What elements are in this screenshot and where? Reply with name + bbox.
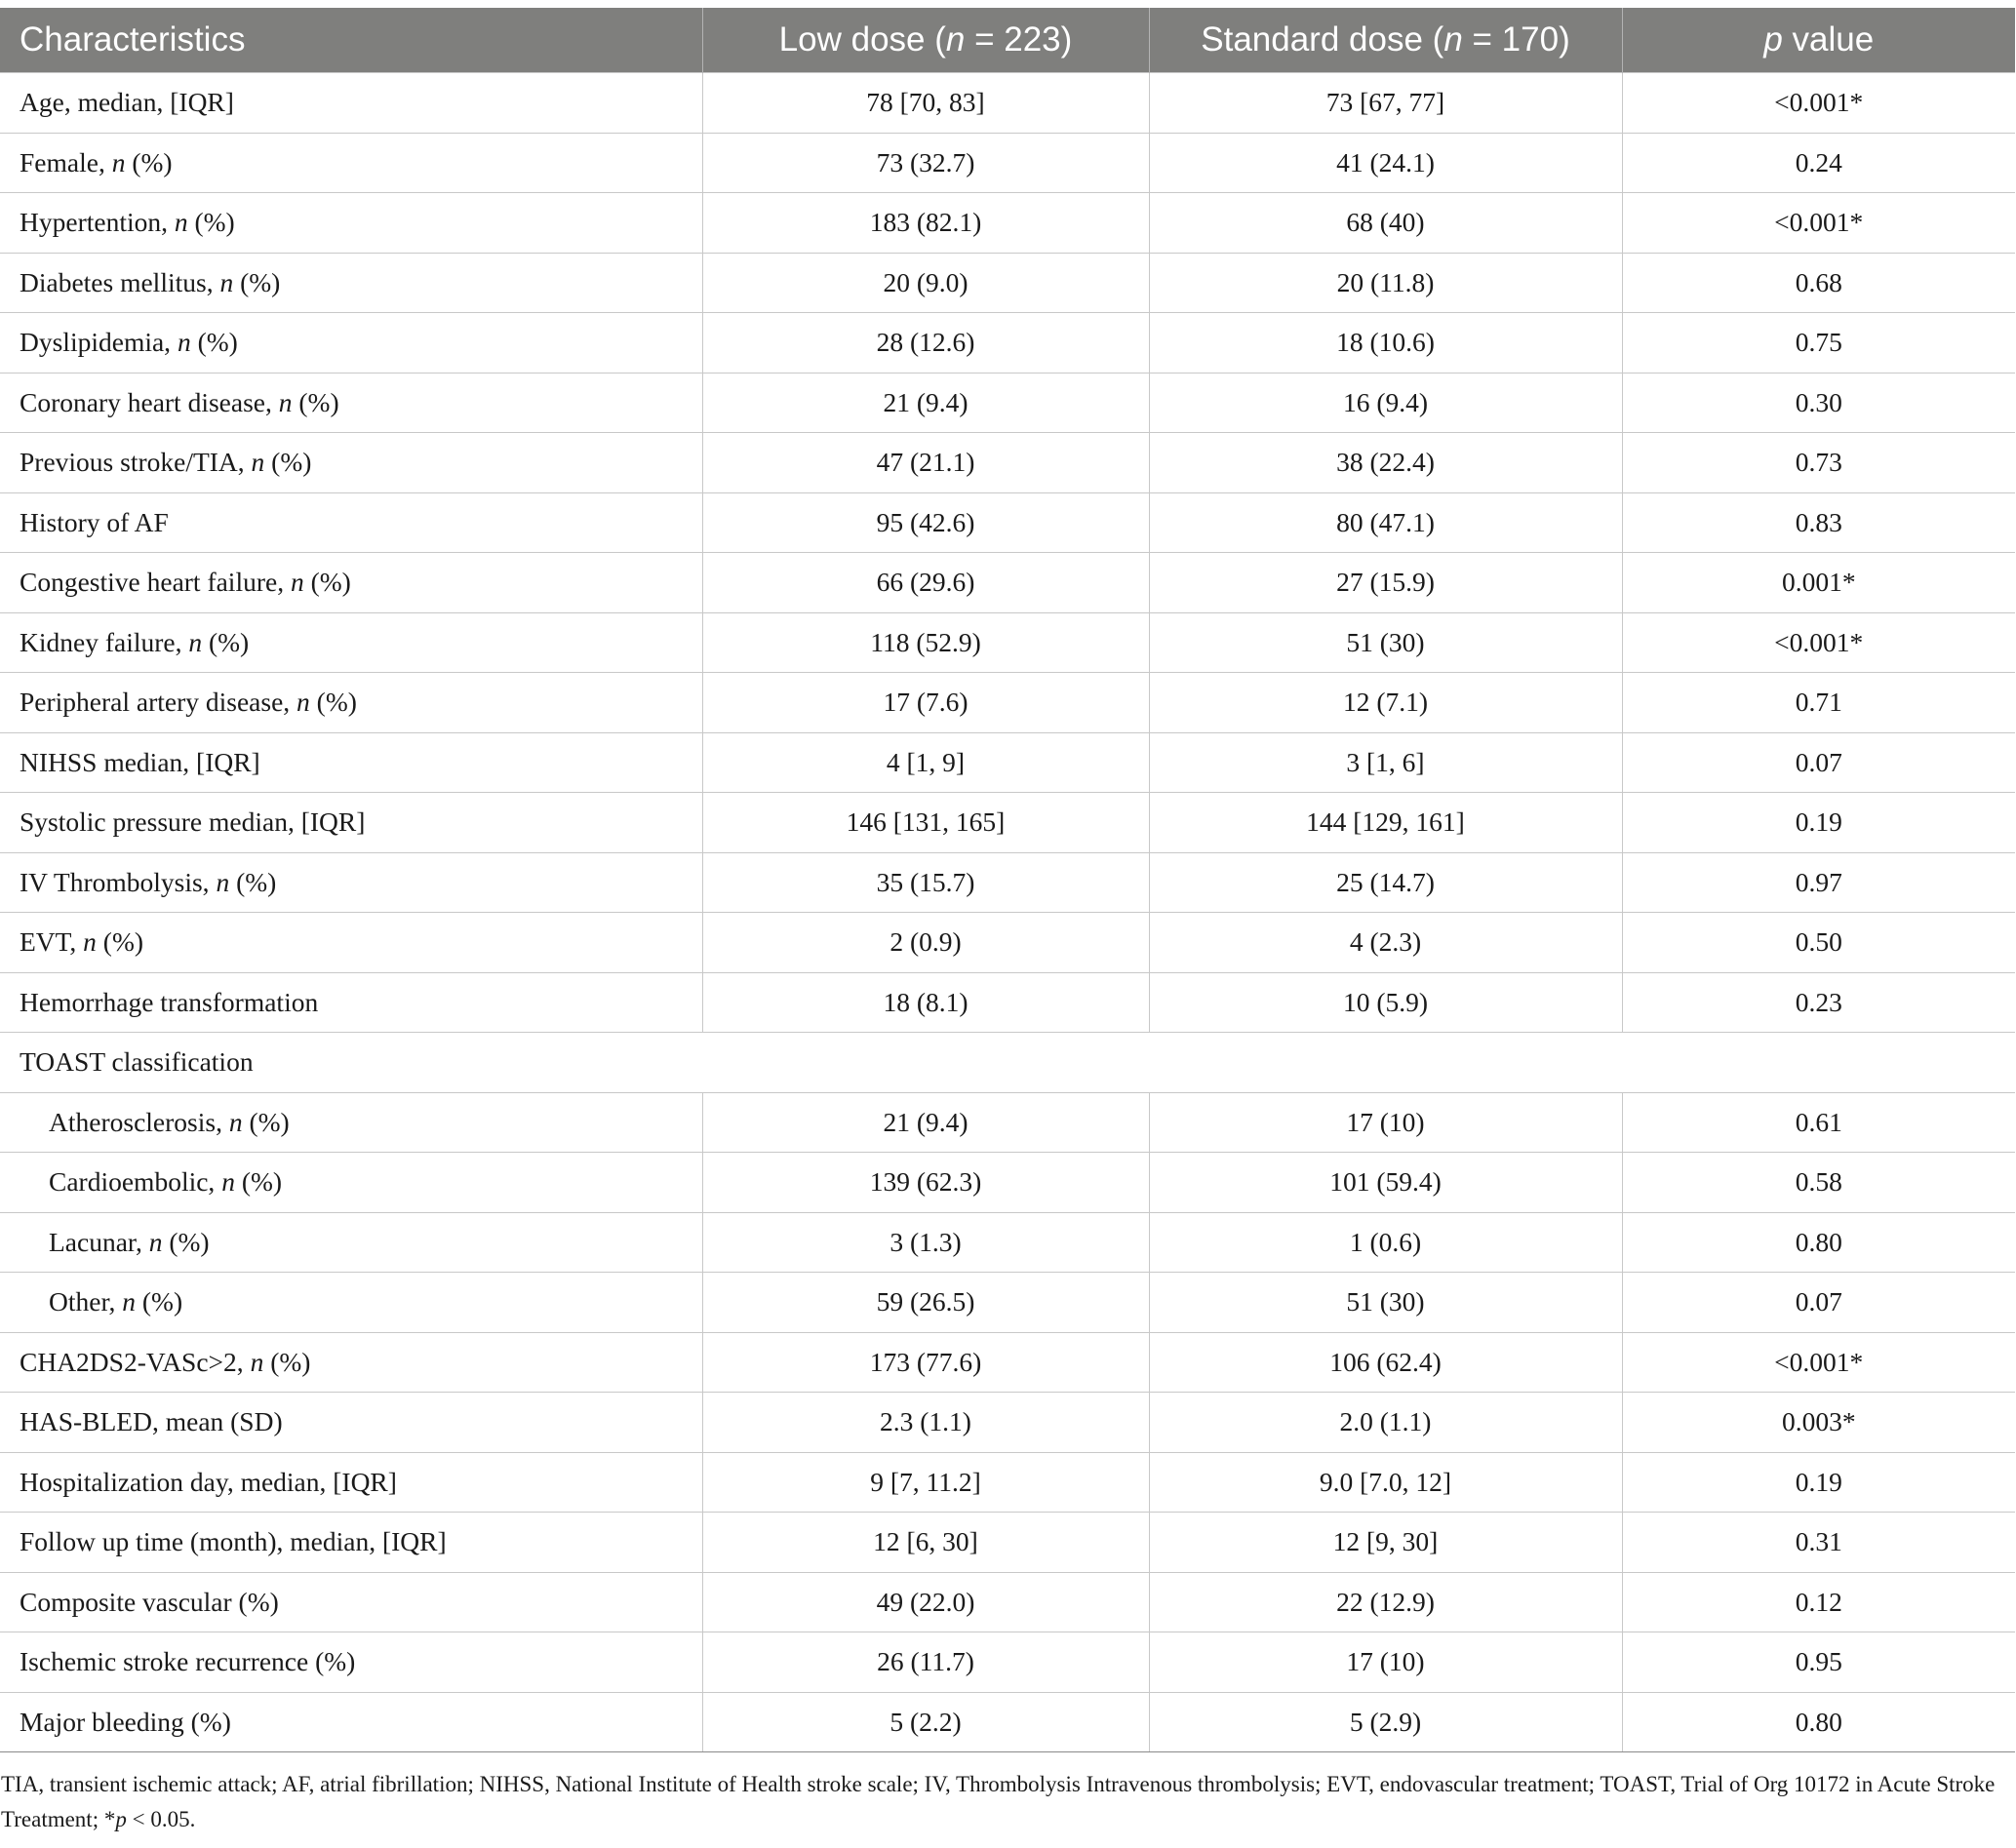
row-label <box>0 732 702 793</box>
row-label-text: Follow up time (month), median, [IQR] <box>20 1526 447 1557</box>
row-label-italic: n <box>83 926 97 958</box>
row-label <box>0 492 702 553</box>
row-label-italic: n <box>216 866 230 897</box>
row-label-text: Dyslipidemia, <box>20 327 178 358</box>
standard-dose-cell: 80 (47.1) <box>1149 492 1622 553</box>
table-body <box>0 73 2015 1752</box>
row-label-text: CHA2DS2-VASc>2, <box>20 1346 251 1377</box>
row-label <box>0 793 702 853</box>
table-row <box>0 1692 2015 1752</box>
low-dose-cell: 26 (11.7) <box>702 1632 1149 1693</box>
p-value-cell: 0.95 <box>1622 1632 2015 1693</box>
row-label-suffix: (%) <box>263 1346 311 1377</box>
low-dose-cell: 73 (32.7) <box>702 133 1149 193</box>
standard-dose-cell: 9.0 [7.0, 12] <box>1149 1452 1622 1513</box>
standard-dose-cell: 4 (2.3) <box>1149 913 1622 973</box>
row-label <box>0 1332 702 1393</box>
row-label-italic: n <box>250 1346 264 1377</box>
row-label <box>0 253 702 313</box>
p-value-cell: 0.31 <box>1622 1513 2015 1573</box>
p-value-cell: 0.24 <box>1622 133 2015 193</box>
p-value-cell: 0.19 <box>1622 793 2015 853</box>
row-label <box>0 553 702 613</box>
row-label <box>0 1452 702 1513</box>
standard-dose-cell: 144 [129, 161] <box>1149 793 1622 853</box>
header-characteristics: Characteristics <box>0 8 702 73</box>
row-label <box>0 1393 702 1453</box>
standard-dose-cell: 22 (12.9) <box>1149 1572 1622 1632</box>
row-label-suffix: (%) <box>242 1106 290 1137</box>
row-label-text: EVT, <box>20 926 84 958</box>
standard-dose-cell: 38 (22.4) <box>1149 433 1622 493</box>
table-row <box>0 1572 2015 1632</box>
standard-dose-cell: 25 (14.7) <box>1149 852 1622 913</box>
table-row <box>0 732 2015 793</box>
row-label-text: Coronary heart disease, <box>20 386 279 417</box>
row-label-suffix: (%) <box>202 626 250 657</box>
table-row <box>0 1212 2015 1273</box>
p-value-cell: 0.23 <box>1622 972 2015 1033</box>
row-label <box>0 972 702 1033</box>
row-label-suffix: (%) <box>309 687 357 718</box>
row-label-text: Atherosclerosis, <box>49 1106 229 1137</box>
low-dose-cell: 21 (9.4) <box>702 1092 1149 1153</box>
row-label-text: Major bleeding (%) <box>20 1706 231 1737</box>
header-row <box>0 8 2015 73</box>
table-row <box>0 1393 2015 1453</box>
low-dose-cell: 20 (9.0) <box>702 253 1149 313</box>
table-row <box>0 253 2015 313</box>
row-label-suffix: (%) <box>190 327 238 358</box>
p-value-cell: 0.75 <box>1622 313 2015 374</box>
low-dose-cell: 66 (29.6) <box>702 553 1149 613</box>
standard-dose-cell: 51 (30) <box>1149 1273 1622 1333</box>
table-row <box>0 673 2015 733</box>
row-label <box>0 612 702 673</box>
standard-dose-cell: 12 [9, 30] <box>1149 1513 1622 1573</box>
row-label <box>0 1273 702 1333</box>
p-value-cell: <0.001* <box>1622 1332 2015 1393</box>
low-dose-cell: 95 (42.6) <box>702 492 1149 553</box>
row-label-text: Lacunar, <box>49 1226 149 1257</box>
header-standard-dose: Standard dose (n = 170) <box>1149 8 1622 73</box>
low-dose-cell: 78 [70, 83] <box>702 73 1149 134</box>
standard-dose-cell: 73 [67, 77] <box>1149 73 1622 134</box>
header-p-value: p value <box>1622 8 2015 73</box>
row-label <box>0 913 702 973</box>
table-row <box>0 852 2015 913</box>
table-row <box>0 492 2015 553</box>
low-dose-cell: 3 (1.3) <box>702 1212 1149 1273</box>
standard-dose-cell: 17 (10) <box>1149 1092 1622 1153</box>
row-label-text: Peripheral artery disease, <box>20 687 297 718</box>
low-dose-cell: 18 (8.1) <box>702 972 1149 1033</box>
low-dose-cell: 183 (82.1) <box>702 193 1149 254</box>
table-row <box>0 133 2015 193</box>
standard-dose-cell: 3 [1, 6] <box>1149 732 1622 793</box>
row-label-text: IV Thrombolysis, <box>20 866 217 897</box>
table-row <box>0 373 2015 433</box>
low-dose-cell: 5 (2.2) <box>702 1692 1149 1752</box>
table-row <box>0 1632 2015 1693</box>
row-label <box>0 673 702 733</box>
p-value-cell: 0.61 <box>1622 1092 2015 1153</box>
standard-dose-cell: 1 (0.6) <box>1149 1212 1622 1273</box>
row-label-italic: n <box>290 567 304 598</box>
row-label-text: Previous stroke/TIA, <box>20 447 252 478</box>
low-dose-cell: 118 (52.9) <box>702 612 1149 673</box>
table-row <box>0 553 2015 613</box>
row-label-text: Diabetes mellitus, <box>20 266 220 297</box>
table-row <box>0 313 2015 374</box>
table-row <box>0 193 2015 254</box>
low-dose-cell: 2 (0.9) <box>702 913 1149 973</box>
row-label-suffix: (%) <box>162 1226 210 1257</box>
low-dose-cell: 47 (21.1) <box>702 433 1149 493</box>
row-label-italic: n <box>228 1106 243 1137</box>
row-label <box>0 1572 702 1632</box>
table-row <box>0 73 2015 134</box>
row-label <box>0 373 702 433</box>
low-dose-cell: 173 (77.6) <box>702 1332 1149 1393</box>
standard-dose-cell: 20 (11.8) <box>1149 253 1622 313</box>
row-label-suffix: (%) <box>96 926 144 958</box>
standard-dose-cell: 12 (7.1) <box>1149 673 1622 733</box>
standard-dose-cell: 5 (2.9) <box>1149 1692 1622 1752</box>
table-row <box>0 1332 2015 1393</box>
row-label-text: Other, <box>49 1286 123 1317</box>
standard-dose-cell: 106 (62.4) <box>1149 1332 1622 1393</box>
low-dose-cell: 17 (7.6) <box>702 673 1149 733</box>
p-value-cell: 0.80 <box>1622 1212 2015 1273</box>
p-value-cell: 0.003* <box>1622 1393 2015 1453</box>
p-value-cell: 0.97 <box>1622 852 2015 913</box>
row-label-suffix: (%) <box>234 1166 283 1198</box>
table-row <box>0 1153 2015 1213</box>
row-label-suffix: (%) <box>292 386 339 417</box>
table-container <box>0 8 2016 1752</box>
row-label-italic: n <box>174 207 188 238</box>
standard-dose-cell: 17 (10) <box>1149 1632 1622 1693</box>
table-row <box>0 972 2015 1033</box>
table-row <box>0 793 2015 853</box>
p-value-cell: 0.83 <box>1622 492 2015 553</box>
p-value-cell: 0.71 <box>1622 673 2015 733</box>
low-dose-cell: 9 [7, 11.2] <box>702 1452 1149 1513</box>
row-label <box>0 193 702 254</box>
row-label-text: Hypertention, <box>20 207 175 238</box>
row-label-italic: n <box>148 1226 163 1257</box>
row-label <box>0 133 702 193</box>
p-value-cell: 0.001* <box>1622 553 2015 613</box>
row-label <box>0 1632 702 1693</box>
standard-dose-cell: 2.0 (1.1) <box>1149 1393 1622 1453</box>
p-value-cell: <0.001* <box>1622 193 2015 254</box>
p-value-cell: 0.07 <box>1622 1273 2015 1333</box>
row-label-text: Age, median, [IQR] <box>20 87 234 118</box>
row-label-text: Cardioembolic, <box>49 1166 222 1198</box>
row-label <box>0 73 702 134</box>
p-value-cell: 0.12 <box>1622 1572 2015 1632</box>
row-label-italic: n <box>221 1166 235 1198</box>
row-label <box>0 1212 702 1273</box>
row-label-text: Composite vascular (%) <box>20 1586 279 1617</box>
row-label-italic: n <box>296 687 310 718</box>
low-dose-cell: 49 (22.0) <box>702 1572 1149 1632</box>
low-dose-cell: 4 [1, 9] <box>702 732 1149 793</box>
standard-dose-cell: 68 (40) <box>1149 193 1622 254</box>
row-label <box>0 852 702 913</box>
row-label-text: Hospitalization day, median, [IQR] <box>20 1466 397 1497</box>
row-label-text: Ischemic stroke recurrence (%) <box>20 1646 356 1677</box>
row-label-suffix: (%) <box>264 447 312 478</box>
standard-dose-cell: 101 (59.4) <box>1149 1153 1622 1213</box>
row-label <box>0 1513 702 1573</box>
table-header <box>0 8 2015 73</box>
row-label-suffix: (%) <box>136 1286 183 1317</box>
header-low-dose: Low dose (n = 223) <box>702 8 1149 73</box>
row-label-text: Systolic pressure median, [IQR] <box>20 806 366 838</box>
row-label-suffix: (%) <box>233 266 281 297</box>
p-value-cell: <0.001* <box>1622 612 2015 673</box>
p-value-cell: 0.68 <box>1622 253 2015 313</box>
standard-dose-cell: 16 (9.4) <box>1149 373 1622 433</box>
row-label-italic: n <box>111 146 126 177</box>
row-label-suffix: (%) <box>125 146 173 177</box>
standard-dose-cell: 27 (15.9) <box>1149 553 1622 613</box>
low-dose-cell: 12 [6, 30] <box>702 1513 1149 1573</box>
p-value-cell: 0.73 <box>1622 433 2015 493</box>
row-label-italic: n <box>177 327 191 358</box>
group-row <box>0 1033 2015 1093</box>
row-label-text: Congestive heart failure, <box>20 567 291 598</box>
row-label-italic: n <box>122 1286 137 1317</box>
standard-dose-cell: 41 (24.1) <box>1149 133 1622 193</box>
p-value-cell: 0.07 <box>1622 732 2015 793</box>
row-label-text: History of AF <box>20 506 169 537</box>
p-value-cell: 0.19 <box>1622 1452 2015 1513</box>
table-row <box>0 913 2015 973</box>
low-dose-cell: 35 (15.7) <box>702 852 1149 913</box>
table-row <box>0 612 2015 673</box>
row-label <box>0 313 702 374</box>
row-label-text: Female, <box>20 146 112 177</box>
table-row <box>0 1513 2015 1573</box>
row-label-italic: n <box>188 626 203 657</box>
low-dose-cell: 21 (9.4) <box>702 373 1149 433</box>
characteristics-table <box>0 8 2015 1752</box>
table-footnote: TIA, transient ischemic attack; AF, atrial fibrillation; NIHSS, National Institute of Health stroke scale; IV, Thrombolysis Intravenous thrombolysis; EVT, endovascular treatment; TOAST, Trial of Org 10172 in Acute Stroke Treatment; *p < 0.05. <box>1 1772 1996 1831</box>
row-label-text: Hemorrhage transformation <box>20 986 319 1017</box>
row-label-italic: n <box>278 386 293 417</box>
row-label-italic: n <box>219 266 234 297</box>
standard-dose-cell: 10 (5.9) <box>1149 972 1622 1033</box>
low-dose-cell: 139 (62.3) <box>702 1153 1149 1213</box>
low-dose-cell: 2.3 (1.1) <box>702 1393 1149 1453</box>
row-label-text: NIHSS median, [IQR] <box>20 746 260 777</box>
row-label <box>0 1153 702 1213</box>
group-label: TOAST classification <box>0 1033 2015 1093</box>
row-label-text: Kidney failure, <box>20 626 189 657</box>
row-label-text: HAS-BLED, mean (SD) <box>20 1406 283 1437</box>
standard-dose-cell: 51 (30) <box>1149 612 1622 673</box>
p-value-cell: <0.001* <box>1622 73 2015 134</box>
p-value-cell: 0.58 <box>1622 1153 2015 1213</box>
p-value-cell: 0.30 <box>1622 373 2015 433</box>
table-row <box>0 1273 2015 1333</box>
p-value-cell: 0.50 <box>1622 913 2015 973</box>
table-row <box>0 1092 2015 1153</box>
row-label-suffix: (%) <box>187 207 235 238</box>
low-dose-cell: 28 (12.6) <box>702 313 1149 374</box>
row-label <box>0 1092 702 1153</box>
row-label-suffix: (%) <box>303 567 351 598</box>
row-label <box>0 1692 702 1752</box>
table-row <box>0 433 2015 493</box>
table-row <box>0 1452 2015 1513</box>
row-label-italic: n <box>251 447 265 478</box>
low-dose-cell: 146 [131, 165] <box>702 793 1149 853</box>
row-label-suffix: (%) <box>229 866 277 897</box>
row-label <box>0 433 702 493</box>
p-value-cell: 0.80 <box>1622 1692 2015 1752</box>
low-dose-cell: 59 (26.5) <box>702 1273 1149 1333</box>
standard-dose-cell: 18 (10.6) <box>1149 313 1622 374</box>
